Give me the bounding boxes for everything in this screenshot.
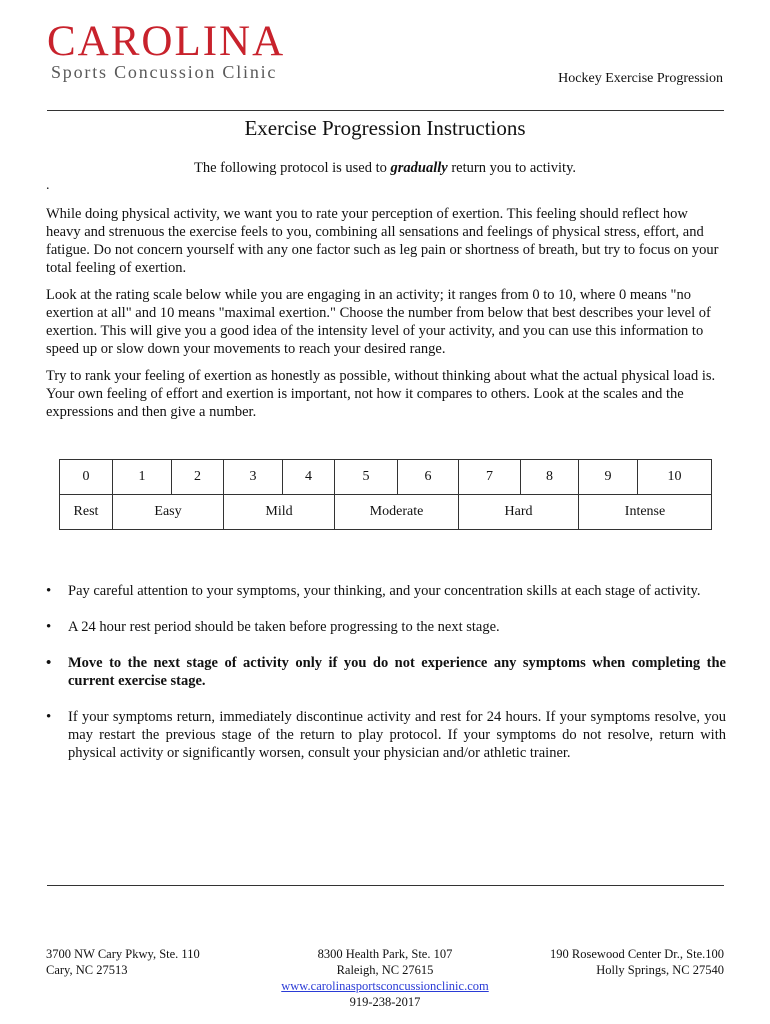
website-link[interactable]: www.carolinasportsconcussionclinic.com	[281, 979, 489, 993]
intro-emphasis: gradually	[390, 160, 448, 176]
scale-number: 5	[335, 460, 398, 495]
list-item: • Pay careful attention to your symptoms, your thinking, and your concentration skills at each stage of activity.	[46, 582, 726, 600]
clinic-logo	[47, 18, 297, 82]
logo-wordmark: CAROLINA	[47, 18, 286, 65]
scale-number-row	[60, 460, 712, 495]
scale-number: 8	[521, 460, 579, 495]
scale-label-mild: Mild	[224, 495, 335, 530]
scale-label-rest: Rest	[60, 495, 113, 530]
address-line: 190 Rosewood Center Dr., Ste.100	[550, 947, 724, 961]
scale-number: 2	[172, 460, 224, 495]
footer-divider	[47, 885, 724, 886]
scale-label-hard: Hard	[459, 495, 579, 530]
scale-label-intense: Intense	[579, 495, 712, 530]
instructions-body	[46, 205, 726, 430]
scale-number: 4	[283, 460, 335, 495]
intro-text-before: The following protocol is used to	[193, 160, 391, 176]
list-item: • A 24 hour rest period should be taken before progressing to the next stage.	[46, 618, 726, 636]
scale-number: 3	[224, 460, 283, 495]
list-item: • Move to the next stage of activity only if you do not experience any symptoms when completing the current exercise stage.	[46, 654, 726, 690]
scale-label-easy: Easy	[113, 495, 224, 530]
address-line: Cary, NC 27513	[46, 963, 128, 977]
paragraph-honesty: Try to rank your feeling of exertion as honestly as possible, without thinking about what the actual physical load is. Your own feeling of effort and exertion is important, not how it compares to others. Look at the scales and the expressions and then give a number.	[46, 368, 716, 420]
document-label: Hockey Exercise Progression	[558, 71, 723, 86]
scale-label-row	[60, 495, 712, 530]
phone-number: 919-238-2017	[349, 995, 421, 1009]
guidance-list	[46, 582, 726, 780]
exertion-scale-table	[59, 459, 712, 530]
address-line: Holly Springs, NC 27540	[596, 963, 724, 977]
scale-number: 6	[398, 460, 459, 495]
logo-subtitle: Sports Concussion Clinic	[51, 62, 278, 82]
footer-address-holly-springs	[550, 946, 724, 978]
scale-number: 9	[579, 460, 638, 495]
scale-number: 0	[60, 460, 113, 495]
scale-label-moderate: Moderate	[335, 495, 459, 530]
header-divider	[47, 110, 724, 111]
list-item: • If your symptoms return, immediately discontinue activity and rest for 24 hours. If your symptoms resolve, you may restart the previous stage of the return to play protocol. If your symptoms do not resolve, return with physical activity or significantly worsen, consult your physician and/or athletic trainer.	[46, 708, 726, 762]
address-line: Raleigh, NC 27615	[336, 963, 434, 977]
page-title: Exercise Progression Instructions	[244, 116, 526, 140]
scale-number: 1	[113, 460, 172, 495]
address-line: 3700 NW Cary Pkwy, Ste. 110	[46, 947, 200, 961]
address-line: 8300 Health Park, Ste. 107	[317, 947, 453, 961]
scale-number: 7	[459, 460, 521, 495]
intro-line	[0, 160, 770, 177]
paragraph-exertion: While doing physical activity, we want you to rate your perception of exertion. This feeling should reflect how heavy and strenuous the exercise feels to you, combining all sensations and feelings of physical stress, effort, and fatigue. Do not concern yourself with any one factor such as leg pain or shortness of breath, but try to focus on your total feeling of exertion.	[46, 206, 719, 276]
intro-text-after: return you to activity.	[447, 160, 577, 176]
scale-number: 10	[638, 460, 712, 495]
stray-period: .	[46, 178, 50, 193]
paragraph-rating-scale: Look at the rating scale below while you are engaging in an activity; it ranges from 0 to 10, where 0 means "no exertion at all" and 10 means "maximal exertion." Choose the number from below that best describes your level of exertion. This will give you a good idea of the intensity level of your activity, and you can use this information to speed up or slow down your movements to reach your desired range.	[46, 287, 711, 357]
